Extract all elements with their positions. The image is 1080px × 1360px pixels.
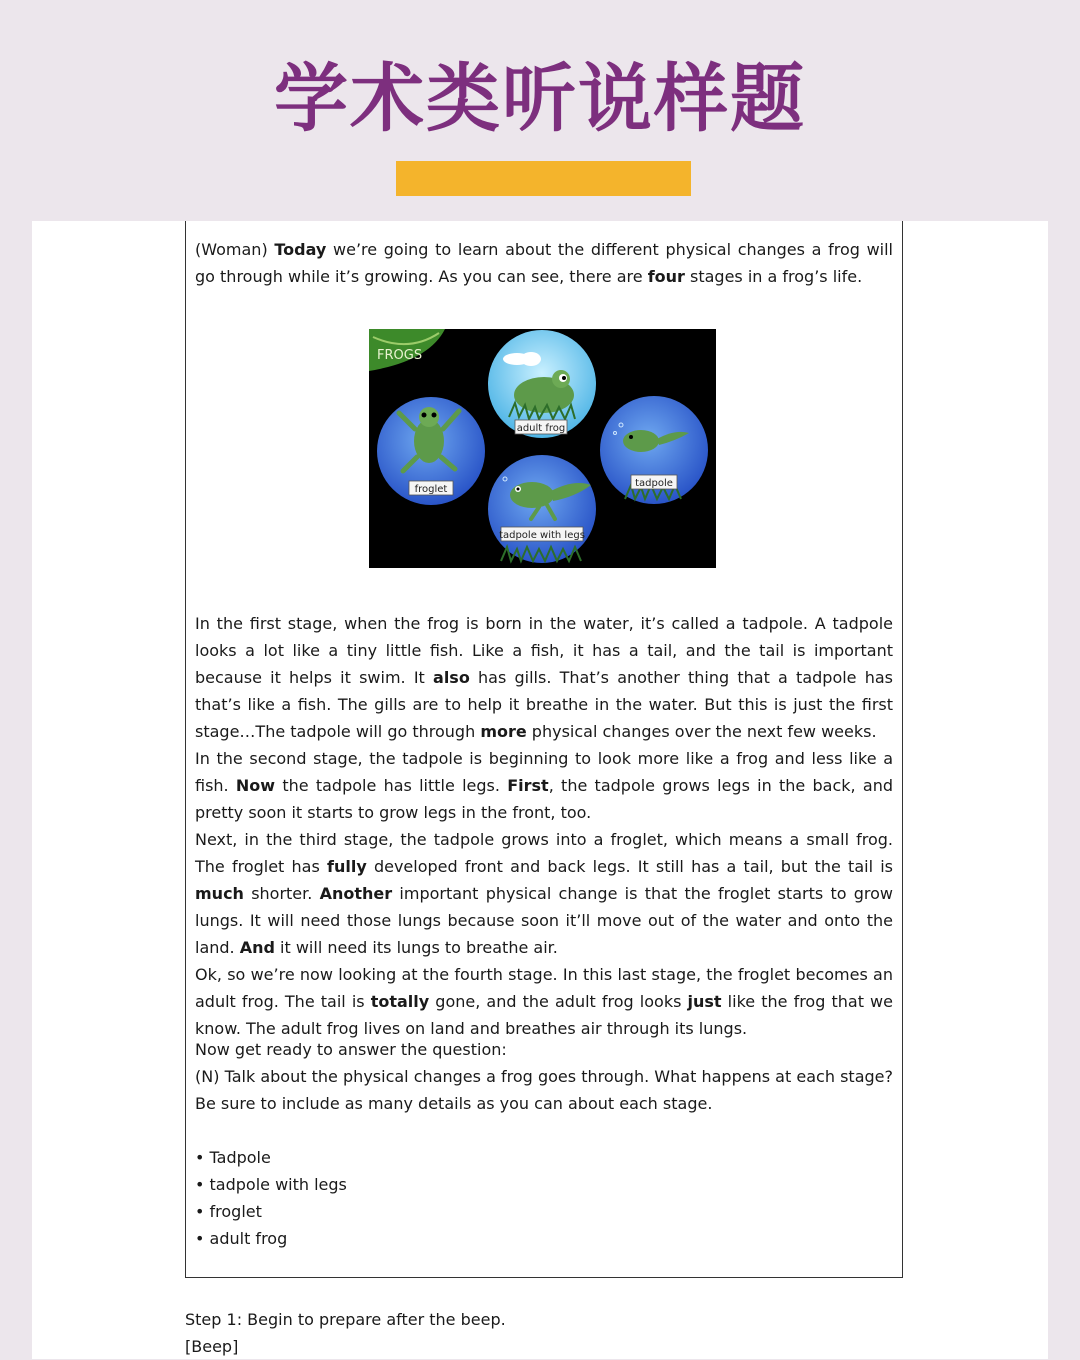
paragraph-stage-4: Ok, so we’re now looking at the fourth stage. In this last stage, the froglet becomes an adult frog. The tail is totally gone, and the adult frog looks just like the frog that we know. The adult frog lives on land and breathes air through its lungs. <box>195 965 893 1038</box>
stage-bullet-list <box>195 1144 893 1252</box>
question-intro: Now get ready to answer the question: <box>195 1040 507 1059</box>
paragraph-stage-2: In the second stage, the tadpole is beginning to look more like a frog and less like a fish. Now the tadpole has little legs. First, the tadpole grows legs in the back, and pretty soon it starts to grow legs in the front, too. <box>195 749 893 822</box>
passage-box <box>185 221 903 1278</box>
tadpole-stage <box>600 396 708 504</box>
intro-paragraph: (Woman) Today we’re going to learn about the different physical changes a frog will go through while it’s growing. As you can see, there are four stages in a frog’s life. <box>195 240 893 286</box>
paragraph-stage-3: Next, in the third stage, the tadpole grows into a froglet, which means a small frog. The froglet has fully developed front and back legs. It still has a tail, but the tail is much shorter. Another important physical change is that the froglet starts to grow lungs. It will need those lungs because soon it’ll move out of the water and onto the land. And it will need its lungs to breathe air. <box>195 830 894 957</box>
list-item: • tadpole with legs <box>195 1175 347 1194</box>
tadpole-label: tadpole <box>635 478 673 489</box>
step-instructions <box>185 1306 903 1360</box>
lecture-paragraphs <box>195 610 893 1042</box>
adult-frog-stage <box>488 330 596 438</box>
list-item: • adult frog <box>195 1229 288 1248</box>
question-block <box>195 1036 893 1117</box>
list-item: • froglet <box>195 1202 262 1221</box>
frog-lifecycle-figure <box>369 329 716 568</box>
paragraph-stage-1: In the first stage, when the frog is born in the water, it’s called a tadpole. A tadpole looks a lot like a tiny little fish. Like a fish, it has a tail, and the tail is important because it helps it swim. It also has gills. That’s another thing that a tadpole has that’s like a fish. The gills are to help it breathe in the water. But this is just the first stage…The tadpole will go through more physical changes over the next few weeks. <box>195 614 894 741</box>
adult-frog-label: adult frog <box>516 423 566 434</box>
document-page <box>32 221 1048 1359</box>
froglet-label: froglet <box>414 484 448 495</box>
froglet-stage <box>377 397 485 505</box>
list-item: • Tadpole <box>195 1148 271 1167</box>
page-title: 学术类听说样题 <box>274 56 806 142</box>
step-1-text: Step 1: Begin to prepare after the beep. <box>185 1310 506 1329</box>
question-prompt: (N) Talk about the physical changes a frog goes through. What happens at each stage? Be sure to include as many details as you can about each stage. <box>195 1067 893 1113</box>
figure-banner-text: FROGS <box>377 348 423 363</box>
tadpole-with-legs-label: tadpole with legs <box>499 530 585 541</box>
tadpole-with-legs-stage <box>488 455 596 563</box>
title-underline-bar <box>396 161 691 196</box>
beep-text: [Beep] <box>185 1337 239 1356</box>
